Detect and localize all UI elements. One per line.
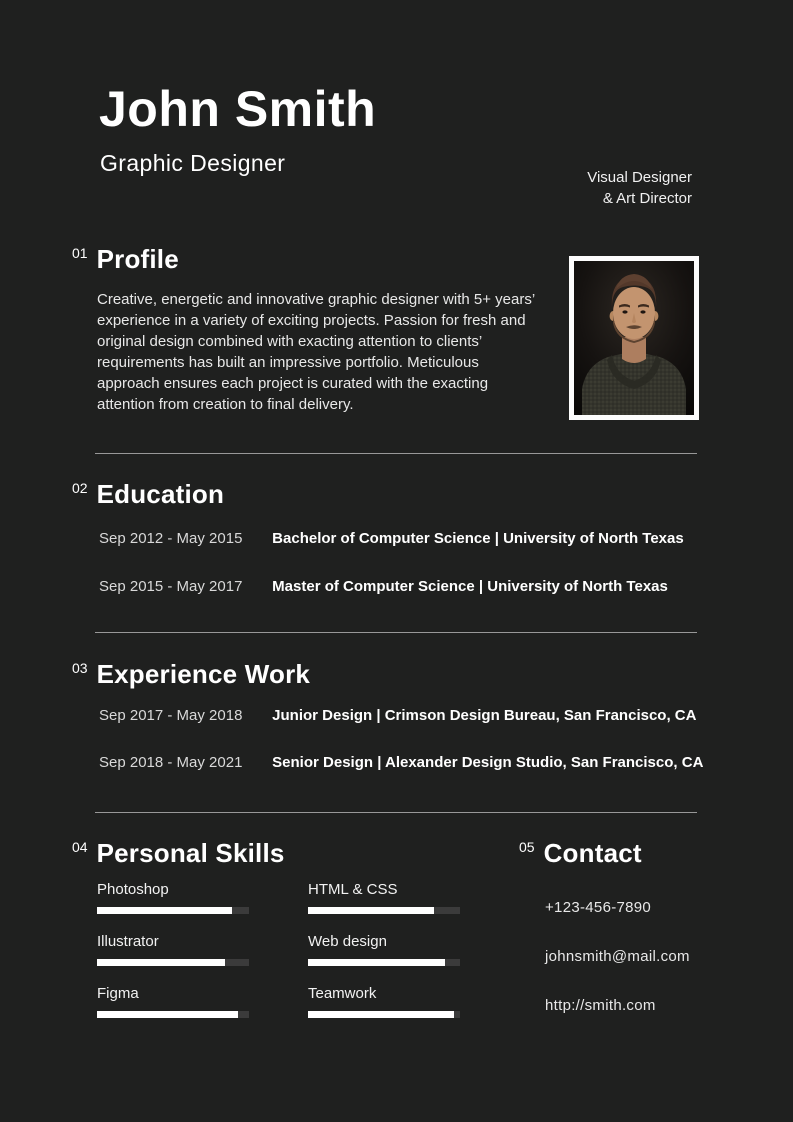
section-title: Profile xyxy=(96,244,179,274)
contact-website[interactable]: http://smith.com xyxy=(545,997,656,1014)
profile-text: Creative, energetic and innovative graphic designer with 5+ years’ experience in a variety of exciting projects. Passion for fresh and original design combined with exacting attention to clients’ requirements has built an impressive portfolio. Meticulous approach ensures each project is curated with the exacting attention from creation to final delivery. xyxy=(97,291,535,413)
section-title: Experience Work xyxy=(96,659,311,689)
section-heading-skills xyxy=(72,840,285,866)
skill-bar-fill xyxy=(308,959,445,966)
skill-item xyxy=(308,932,460,966)
section-divider xyxy=(95,812,697,813)
experience-row xyxy=(99,707,696,724)
section-title: Personal Skills xyxy=(96,838,285,868)
skill-bar xyxy=(97,907,249,914)
contact-email[interactable]: johnsmith@mail.com xyxy=(545,948,690,965)
skill-item xyxy=(97,932,249,966)
skill-label: Figma xyxy=(97,985,139,1002)
section-number: 04 xyxy=(72,839,88,855)
section-heading-profile xyxy=(72,246,179,272)
skill-item xyxy=(308,984,460,1018)
skill-label: Photoshop xyxy=(97,881,169,898)
profile-photo xyxy=(569,256,699,420)
section-heading-contact xyxy=(519,840,642,866)
section-divider xyxy=(95,453,697,454)
skills-column-right xyxy=(308,880,460,1036)
education-row xyxy=(99,530,684,547)
skill-bar xyxy=(97,1011,249,1018)
education-degree: Bachelor of Computer Science | University of North Texas xyxy=(272,530,684,547)
tagline-line1: Visual Designer xyxy=(587,169,692,186)
tagline-line2: & Art Director xyxy=(602,190,692,207)
skill-label: HTML & CSS xyxy=(308,881,398,898)
education-row xyxy=(99,578,668,595)
skill-item xyxy=(308,880,460,914)
skill-bar xyxy=(308,1011,460,1018)
section-heading-education xyxy=(72,481,224,507)
person-role: Graphic Designer xyxy=(100,150,286,176)
section-number: 05 xyxy=(519,839,535,855)
section-number: 01 xyxy=(72,245,88,261)
education-dates: Sep 2012 - May 2015 xyxy=(99,530,243,547)
section-title: Education xyxy=(96,479,225,509)
experience-role: Senior Design | Alexander Design Studio, San Francisco, CA xyxy=(272,754,704,771)
experience-row xyxy=(99,754,703,771)
header-tagline xyxy=(587,167,692,209)
section-title: Contact xyxy=(543,838,642,868)
skill-item xyxy=(97,880,249,914)
man-portrait-photo xyxy=(574,261,694,415)
contact-phone[interactable]: +123-456-7890 xyxy=(545,899,652,916)
section-heading-experience xyxy=(72,661,310,687)
section-number: 03 xyxy=(72,660,88,676)
skill-bar xyxy=(308,959,460,966)
experience-dates: Sep 2017 - May 2018 xyxy=(99,707,243,724)
experience-dates: Sep 2018 - May 2021 xyxy=(99,754,243,771)
skills-column-left xyxy=(97,880,249,1036)
skill-label: Illustrator xyxy=(97,933,159,950)
education-degree: Master of Computer Science | University of North Texas xyxy=(272,578,668,595)
skill-label: Web design xyxy=(308,933,387,950)
section-number: 02 xyxy=(72,480,88,496)
skill-item xyxy=(97,984,249,1018)
section-divider xyxy=(95,632,697,633)
experience-role: Junior Design | Crimson Design Bureau, San Francisco, CA xyxy=(272,707,697,724)
skill-label: Teamwork xyxy=(308,985,377,1002)
skill-bar-fill xyxy=(97,959,225,966)
skill-bar xyxy=(308,907,460,914)
education-dates: Sep 2015 - May 2017 xyxy=(99,578,243,595)
skill-bar-fill xyxy=(97,1011,238,1018)
skill-bar-fill xyxy=(308,1011,454,1018)
skill-bar xyxy=(97,959,249,966)
skill-bar-fill xyxy=(308,907,434,914)
skill-bar-fill xyxy=(97,907,232,914)
person-name: John Smith xyxy=(99,81,377,137)
